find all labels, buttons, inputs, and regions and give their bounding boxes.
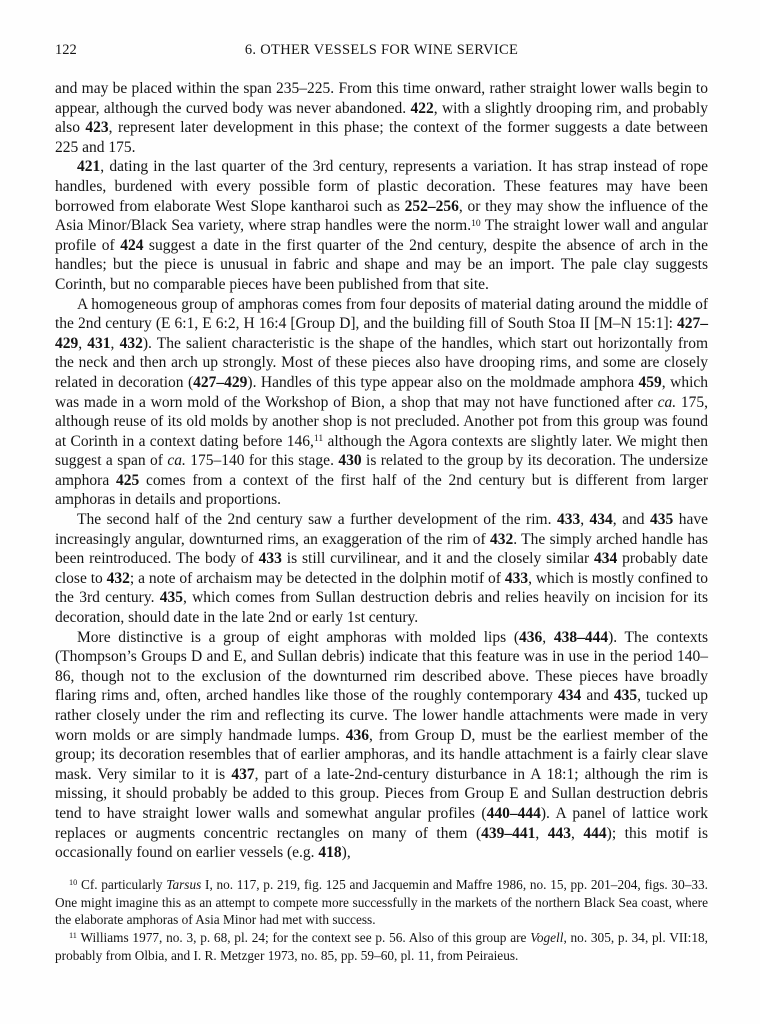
body-text <box>55 79 708 863</box>
paragraph-5: More distinctive is a group of eight amphoras with molded lips (436, 438–444). The contexts (Thompson’s Groups D and E, and Sullan debris) indicate that this feature was in use in the period 140–86, though not to the exclusion of the downturned rim described above. These pieces have broadly flaring rims and, often, arched handles like those of the roughly contemporary 434 and 435, tucked up rather closely under the rim and reflecting its curve. The lower handle attachments were made in very worn molds or are simply handmade lumps. 436, from Group D, must be the earliest member of the group; its decoration resembles that of earlier amphoras, and its handle attachment is a fairly clear slave mask. Very similar to it is 437, part of a late-2nd-century disturbance in A 18:1; although the rim is missing, it should probably be added to this group. Pieces from Group E and Sullan destruction debris tend to have straight lower walls and somewhat angular profiles (440–444). A panel of lattice work replaces or augments concentric rectangles on many of them (439–441, 443, 444); this motif is occasionally found on earlier vessels (e.g. 418), <box>55 628 709 862</box>
footnote-10: $^{10}$ Cf. particularly Tarsus I, no. 117, p. 219, fig. 125 and Jacquemin and Maffre 1986, no. 15, pp. 201–204, figs. 30–33. One might imagine this as an attempt to compete more successfully in the markets of the northern Black Sea coast, where the elaborate amphoras of Asia Minor had met with success. <box>55 876 708 928</box>
paragraph-2: 421, dating in the last quarter of the 3rd century, represents a variation. It has strap instead of rope handles, burdened with every possible form of plastic decoration. These features may have been borrowed from elaborate West Slope kantharoi such as 252–256, or they may show the influence of the Asia Minor/Black Sea variety, where strap handles were the norm.$^{10}$ The straight lower wall and angular profile of 424 suggest a date in the first quarter of the 2nd century, despite the absence of arch in the handles; but the piece is unusual in fabric and shape and may be an import. The pale clay suggests Corinth, but no comparable pieces have been published from that site. <box>55 158 708 293</box>
running-title: 6. OTHER VESSELS FOR WINE SERVICE <box>244 42 519 58</box>
paragraph-1: and may be placed within the span 235–225. From this time onward, rather straight lower walls begin to appear, although the curved body was never abandoned. 422, with a slightly drooping rim, and probably also 423, represent later development in this phase; the context of the former suggests a date between 225 and 175. <box>55 80 709 156</box>
page-header <box>55 40 708 60</box>
page-number: 122 <box>55 42 77 58</box>
footnote-11: $^{11}$ Williams 1977, no. 3, p. 68, pl. 24; for the context see p. 56. Also of this group are Vogell, no. 305, p. 34, pl. VII:18, probably from Olbia, and I. R. Metzger 1973, no. 85, pp. 59–60, pl. 11, from Peiraieus. <box>55 930 708 963</box>
text-block <box>55 40 708 965</box>
footnotes <box>55 876 708 965</box>
paragraph-4: The second half of the 2nd century saw a further development of the rim. 433, 434, and 435 have increasingly angular, downturned rims, an exaggeration of the rim of 432. The simply arched handle has been reintroduced. The body of 433 is still curvilinear, and it and the closely similar 434 probably date close to 432; a note of archaism may be detected in the dolphin motif of 433, which is mostly confined to the 3rd century. 435, which comes from Sullan destruction debris and relies heavily on incision for its decoration, should date in the late 2nd or early 1st century. <box>55 511 709 627</box>
paragraph-3: A homogeneous group of amphoras comes from four deposits of material dating around the middle of the 2nd century (E 6:1, E 6:2, H 16:4 [Group D], and the building fill of South Stoa II [M–N 15:1]: 427–429, 431, 432). The salient characteristic is the shape of the handles, which start out horizontally from the neck and then arch up strongly. Most of these pieces also have drooping rims, and some are closely related in decoration (427–429). Handles of this type appear also on the moldmade amphora 459, which was made in a worn mold of the Workshop of Bion, a shop that may not have functioned after ca. 175, although reuse of its old molds by another shop is not precluded. Another pot from this group was found at Corinth in a context dating before 146,11 although the Agora contexts are slightly later. We might then suggest a span of ca. 175–140 for this stage. 430 is related to the group by its decoration. The undersize amphora 425 comes from a context of the first half of the 2nd century but is different from larger amphoras in details and proportions. <box>55 295 709 509</box>
